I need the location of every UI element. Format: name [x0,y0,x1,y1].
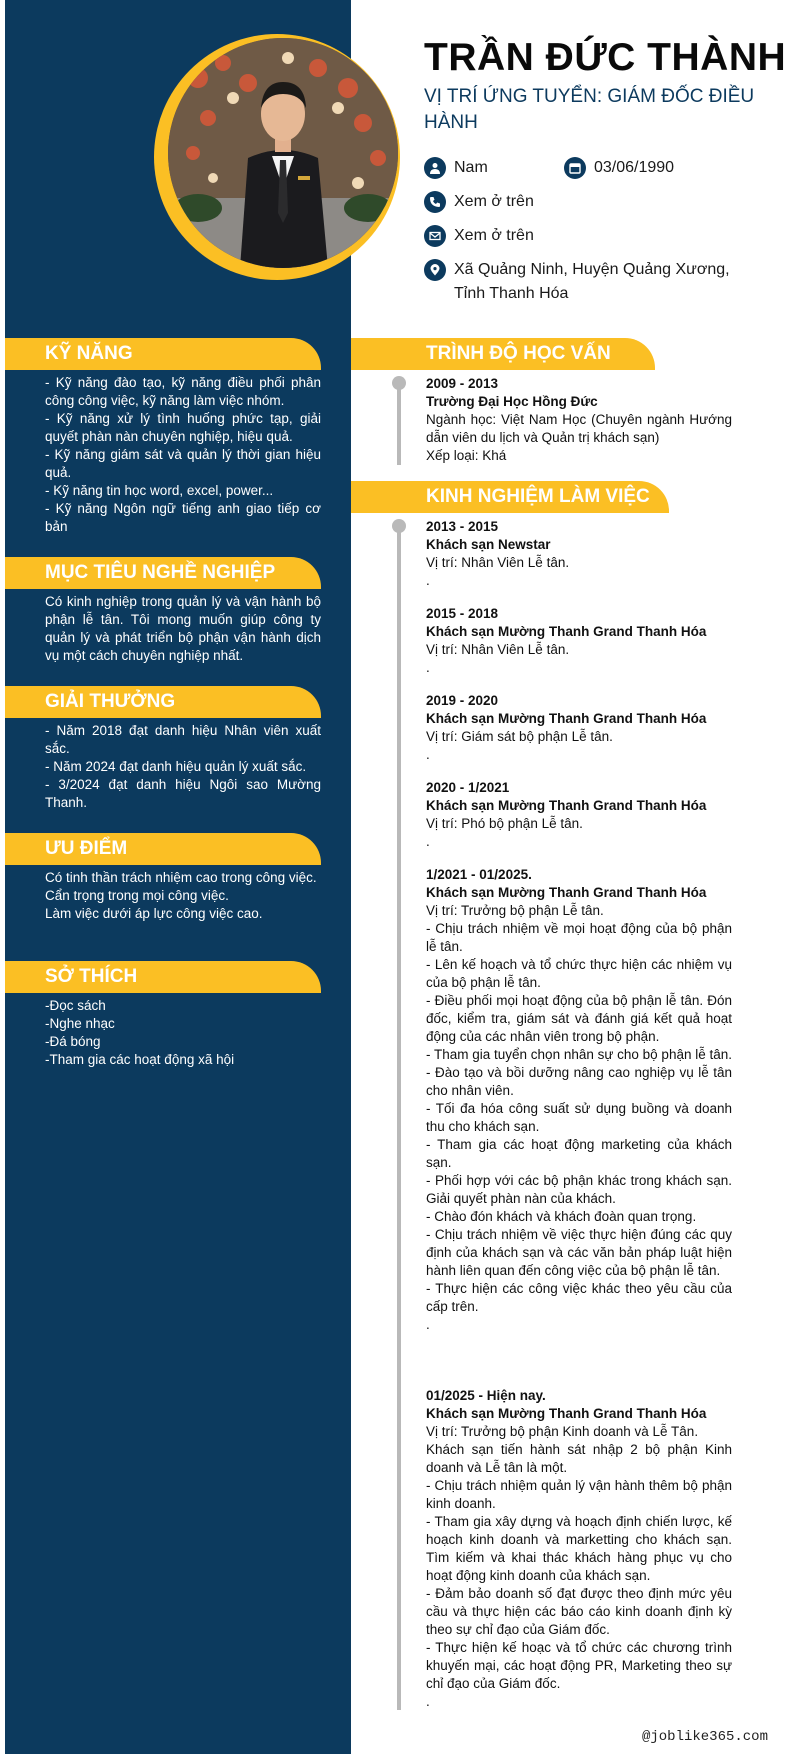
entry-line: Vị trí: Nhân Viên Lễ tân. [426,642,570,657]
entry-line: - Chịu trách nhiệm về mọi hoạt động của bộ phận lễ tân. [426,921,732,954]
phone-value: Xem ở trên [454,193,534,210]
experience-entry [426,1387,732,1711]
entry-line: . [426,573,430,588]
address-row [424,258,764,306]
objective-text [45,593,321,665]
email-value: Xem ở trên [454,227,534,244]
gender-row [424,156,488,180]
skills-list [45,374,321,536]
candidate-name: TRẦN ĐỨC THÀNH [424,36,787,79]
strengths-list [45,869,321,923]
experience-title: KINH NGHIỆM LÀM VIỆC [351,481,669,513]
hobbies-list [45,997,321,1069]
entry-line: Khách sạn tiến hành sát nhập 2 bộ phận Kinh doanh và Lễ tân là một. [426,1442,732,1475]
entry-org: Trường Đại Học Hồng Đức [426,394,598,409]
entry-line: Vị trí: Nhân Viên Lễ tân. [426,555,570,570]
applied-position: VỊ TRÍ ỨNG TUYỂN: GIÁM ĐỐC ĐIỀU HÀNH [424,86,755,133]
profile-photo [168,38,398,268]
awards-list [45,722,321,812]
skills-line: - Kỹ năng tin học word, excel, power... [45,483,274,498]
experience-entry [426,866,732,1334]
calendar-icon [564,157,586,179]
strengths-title: ƯU ĐIỂM [5,833,321,865]
entry-org: Khách sạn Mường Thanh Grand Thanh Hóa [426,885,707,900]
entry-line: . [426,1694,430,1709]
skills-line: - Kỹ năng giám sát và quản lý thời gian hiệu quả. [45,447,321,480]
entry-line: . [426,1317,430,1332]
entry-line: - Phối hợp với các bộ phận khác trong khách sạn. Giải quyết phàn nàn của khách. [426,1173,732,1206]
entry-period: 2020 - 1/2021 [426,780,510,795]
entry-line: . [426,834,430,849]
mail-icon [424,225,446,247]
entry-line: - Tham gia các hoạt động marketing của khách sạn. [426,1137,732,1170]
gender-value: Nam [454,159,488,176]
awards-line: - 3/2024 đạt danh hiệu Ngôi sao Mường Thanh. [45,777,321,810]
birthdate-row [564,156,674,180]
hobbies-line: -Đọc sách [45,998,106,1013]
objective-line: Có kinh nghiệp trong quản lý và vận hành bộ phận lễ tân. Tôi mong muốn giúp công ty quản lý và phát triển bộ phận vận hành dịch vụ một cách chuyên nghiệp nhất. [45,594,321,663]
entry-org: Khách sạn Newstar [426,537,551,552]
experience-entry [426,692,732,764]
entry-line: Vị trí: Giám sát bộ phận Lễ tân. [426,729,613,744]
experience-entry [426,518,732,590]
entry-line: - Tham gia tuyển chọn nhân sự cho bộ phận lễ tân. [426,1047,732,1062]
entry-period: 2009 - 2013 [426,376,499,391]
entry-line: - Thực hiện kế hoạc và tổ chức các chương trình khuyến mại, các hoạt động PR, Marketing theo sự chỉ đạo của Giám đốc. [426,1640,732,1691]
entry-line: Vị trí: Trưởng bộ phận Lễ tân. [426,903,604,918]
entry-line: Xếp loại: Khá [426,448,507,463]
avatar [168,38,398,268]
entry-line: Vị trí: Trưởng bộ phận Kinh doanh và Lễ Tân. [426,1424,699,1439]
location-icon [424,259,446,281]
entry-org: Khách sạn Mường Thanh Grand Thanh Hóa [426,711,707,726]
entry-line: - Đảm bảo doanh số đạt được theo định mức yêu cầu và thực hiện các báo cáo kinh doanh định kỳ theo sự chỉ đạo của Giám đốc. [426,1586,732,1637]
user-icon [424,157,446,179]
entry-line: - Chào đón khách và khách đoàn quan trọng. [426,1209,697,1224]
education-title: TRÌNH ĐỘ HỌC VẤN [351,338,655,370]
entry-line: - Chịu trách nhiệm quản lý vận hành thêm bộ phận kinh doanh. [426,1478,732,1511]
skills-title: KỸ NĂNG [5,338,321,370]
experience-entry [426,779,732,851]
education-entry [426,375,732,465]
entry-org: Khách sạn Mường Thanh Grand Thanh Hóa [426,798,707,813]
awards-title: GIẢI THƯỞNG [5,686,321,718]
entry-period: 2015 - 2018 [426,606,499,621]
entry-period: 2019 - 2020 [426,693,499,708]
timeline-line [397,383,401,465]
hobbies-line: -Tham gia các hoạt động xã hội [45,1052,235,1067]
entry-line: Vị trí: Phó bộ phận Lễ tân. [426,816,583,831]
strengths-line: Làm việc dưới áp lực công việc cao. [45,906,263,921]
entry-line: - Tham gia xây dựng và hoạch định chiến lược, kế hoạch kinh doanh và marketting cho khách sạn. Tìm kiếm và khai thác khách hàng phục vụ cho hoạt động kinh doanh của khách sạn. [426,1514,732,1583]
skills-line: - Kỹ năng Ngôn ngữ tiếng anh giao tiếp cơ bản [45,501,321,534]
phone-icon [424,191,446,213]
entry-period: 01/2025 - Hiện nay. [426,1388,546,1403]
entry-org: Khách sạn Mường Thanh Grand Thanh Hóa [426,1406,707,1421]
entry-period: 2013 - 2015 [426,519,499,534]
hobbies-title: SỞ THÍCH [5,961,321,993]
awards-line: - Năm 2024 đạt danh hiệu quản lý xuất sắc. [45,759,307,774]
entry-line: - Đào tạo và bồi dưỡng nâng cao nghiệp vụ lễ tân cho nhân viên. [426,1065,732,1098]
watermark: @joblike365.com [641,1729,768,1745]
birthdate-value: 03/06/1990 [594,159,675,176]
entry-line: . [426,660,430,675]
entry-period: 1/2021 - 01/2025. [426,867,532,882]
strengths-line: Cẩn trọng trong mọi công việc. [45,888,229,903]
entry-line: - Thực hiện các công việc khác theo yêu cầu của cấp trên. [426,1281,732,1314]
awards-line: - Năm 2018 đạt danh hiệu Nhân viên xuất sắc. [45,723,321,756]
skills-line: - Kỹ năng xử lý tình huống phức tạp, giải quyết phàn nàn chuyên nghiệp, hiệu quả. [45,411,321,444]
entry-line: - Tối đa hóa công suất sử dụng buồng và doanh thu cho khách sạn. [426,1101,732,1134]
entry-line: Ngành học: Việt Nam Học (Chuyên ngành Hướng dẫn viên du lịch và Quản trị khách sạn) [426,412,732,445]
entry-line: - Chịu trách nhiệm về việc thực hiện đúng các quy định của khách sạn và các văn bản pháp luật hiện hành liên quan đến công việc của bộ phận lễ tân. [426,1227,732,1278]
experience-entry [426,605,732,677]
objective-title: MỤC TIÊU NGHỀ NGHIỆP [5,557,321,589]
entry-org: Khách sạn Mường Thanh Grand Thanh Hóa [426,624,707,639]
timeline-line [397,526,401,1710]
hobbies-line: -Nghe nhạc [45,1016,115,1031]
skills-line: - Kỹ năng đào tạo, kỹ năng điều phối phân công công việc, kỹ năng làm việc nhóm. [45,375,321,408]
strengths-line: Có tinh thần trách nhiệm cao trong công việc. [45,870,317,885]
entry-line: - Lên kế hoạch và tổ chức thực hiện các nhiệm vụ của bộ phận lễ tân. [426,957,732,990]
entry-line: - Điều phối mọi hoạt động của bộ phận lễ tân. Đón đốc, kiểm tra, giám sát và đánh giá kết quả hoạt động của các nhân viên trong bộ phận. [426,993,732,1044]
hobbies-line: -Đá bóng [45,1034,101,1049]
address-value: Xã Quảng Ninh, Huyện Quảng Xương, Tỉnh Thanh Hóa [454,261,730,302]
email-row [424,224,534,248]
phone-row [424,190,534,214]
entry-line: . [426,747,430,762]
